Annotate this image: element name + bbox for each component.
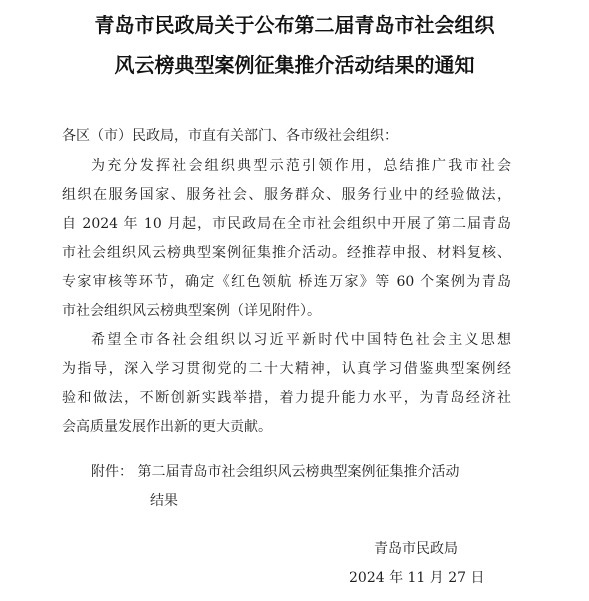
document-title-line-1: 青岛市民政局关于公布第二届青岛市社会组织 <box>94 13 495 37</box>
paragraph1-line-5: 专家审核等环节，确定《红色领航 桥连万家》等 60 个案例为青岛 <box>62 274 511 290</box>
signature-organization: 青岛市民政局 <box>374 541 458 557</box>
salutation: 各区（市）民政局，市直有关部门、各市级社会组织： <box>62 128 398 144</box>
attachment-line-2: 结果 <box>150 493 178 509</box>
paragraph2-line-3: 验和做法，不断创新实践举措，着力提升能力水平，为青岛经济社 <box>62 390 511 406</box>
attachment-line-1: 附件： 第二届青岛市社会组织风云榜典型案例征集推介活动 <box>91 464 460 480</box>
paragraph1-line-1: 为充分发挥社会组织典型示范引领作用，总结推广我市社会 <box>91 158 511 174</box>
paragraph2-line-2: 为指导，深入学习贯彻党的二十大精神，认真学习借鉴典型案例经 <box>62 361 511 377</box>
paragraph1-line-3: 自 2024 年 10 月起，市民政局在全市社会组织中开展了第二届青岛 <box>62 216 511 232</box>
paragraph1-line-2: 组织在服务国家、服务社会、服务群众、服务行业中的经验做法， <box>62 187 511 203</box>
paragraph2-line-1: 希望全市各社会组织以习近平新时代中国特色社会主义思想 <box>91 332 511 348</box>
paragraph1-line-4: 市社会组织风云榜典型案例征集推介活动。经推荐申报、材料复核、 <box>62 245 511 261</box>
document-title-line-2: 风云榜典型案例征集推介活动结果的通知 <box>114 53 475 77</box>
paragraph1-line-6: 市社会组织风云榜典型案例（详见附件）。 <box>62 303 321 319</box>
paragraph2-line-4: 会高质量发展作出新的更大贡献。 <box>62 419 272 435</box>
signature-date: 2024 年 11 月 27 日 <box>349 570 485 586</box>
